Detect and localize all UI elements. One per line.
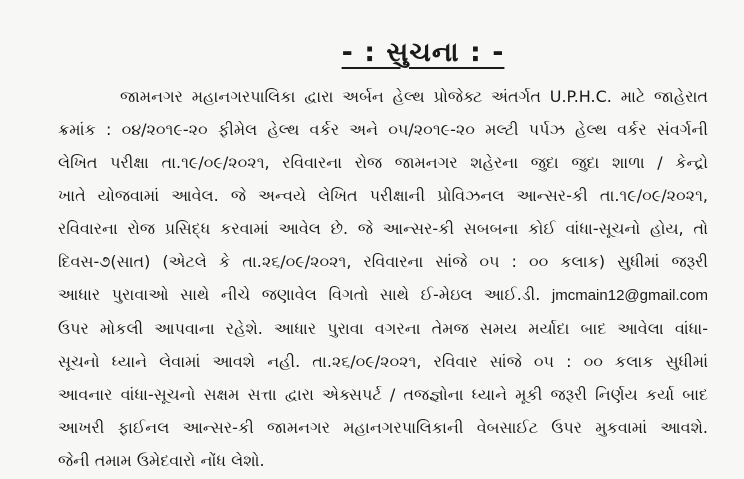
notice-line-7-text: આધાર પુરાવાઓ સાથે નીચે જણાવેલ વિગતો સાથે ઈ-મેઇલ આઈ.ડી. (58, 285, 541, 304)
notice-line-10: આવનાર વાંધા-સૂચનો સક્ષમ સત્તા દ્વારા એક્સપર્ટ / તજજ્ઞોના ધ્યાને મૂકી જરૂરી નિર્ણય કર્યા બાદ (58, 385, 708, 404)
notice-line-3: લેખિત પરીક્ષા તા.૧૯/૦૯/૨૦૨૧, રવિવારના રોજ જામનગર શહેરના જુદા જુદા શાળા / કેન્દ્રો (58, 153, 708, 172)
notice-line-9: સૂચનો ધ્યાને લેવામાં આવશે નહી. તા.૨૬/૦૯/૨૦૨૧, રવિવાર સાંજે ૦૫ : ૦૦ કલાક સુધીમાં (58, 352, 708, 371)
notice-body (58, 80, 708, 477)
notice-title (58, 36, 708, 70)
notice-line-12: જેની તમામ ઉમેદવારો નોંધ લેશો. (58, 451, 265, 470)
notice-line-5: રવિવારના રોજ પ્રસિદ્ધ કરવામાં આવેલ છે. જે આન્સર-કી સબબના કોઈ વાંધા-સૂચનો હોય, તો (58, 219, 708, 238)
notice-line-7 (58, 278, 708, 312)
notice-line-6: દિવસ-૭(સાત) (એટલે કે તા.૨૬/૦૯/૨૦૨૧, રવિવારના સાંજે ૦૫ : ૦૦ કલાક) સુધીમાં જરૂરી (58, 252, 708, 271)
notice-line-2: ક્રમાંક : ૦૪/૨૦૧૯-૨૦ ફીમેલ હેલ્થ વર્કર અને ૦૫/૨૦૧૯-૨૦ મલ્ટી પર્પઝ હેલ્થ વર્કર સંવર્ગની (58, 120, 708, 139)
notice-line-8: ઉપર મોકલી આપવાના રહેશે. આધાર પુરાવા વગરના તેમજ સમય મર્યાદા બાદ આવેલા વાંધા- (58, 319, 708, 338)
notice-line-11: આખરી ફાઈનલ આન્સર-કી જામનગર મહાનગરપાલિકાની વેબસાઈટ ઉપર મુકવામાં આવશે. (58, 418, 708, 437)
notice-title-text: - : સુચના : - (341, 37, 505, 68)
notice-line-1: જામનગર મહાનગરપાલિકા દ્વારા અર્બન હેલ્થ પ્રોજેક્ટ અંતર્ગત U.P.H.C. માટે જાહેરાત (120, 87, 708, 106)
notice-line-4: ખાતે યોજવામાં આવેલ. જે અન્વયે લેખિત પરીક્ષાની પ્રોવિઝનલ આન્સર-કી તા.૧૯/૦૯/૨૦૨૧, (58, 186, 708, 205)
email-address: jmcmain12@gmail.com (551, 287, 708, 304)
